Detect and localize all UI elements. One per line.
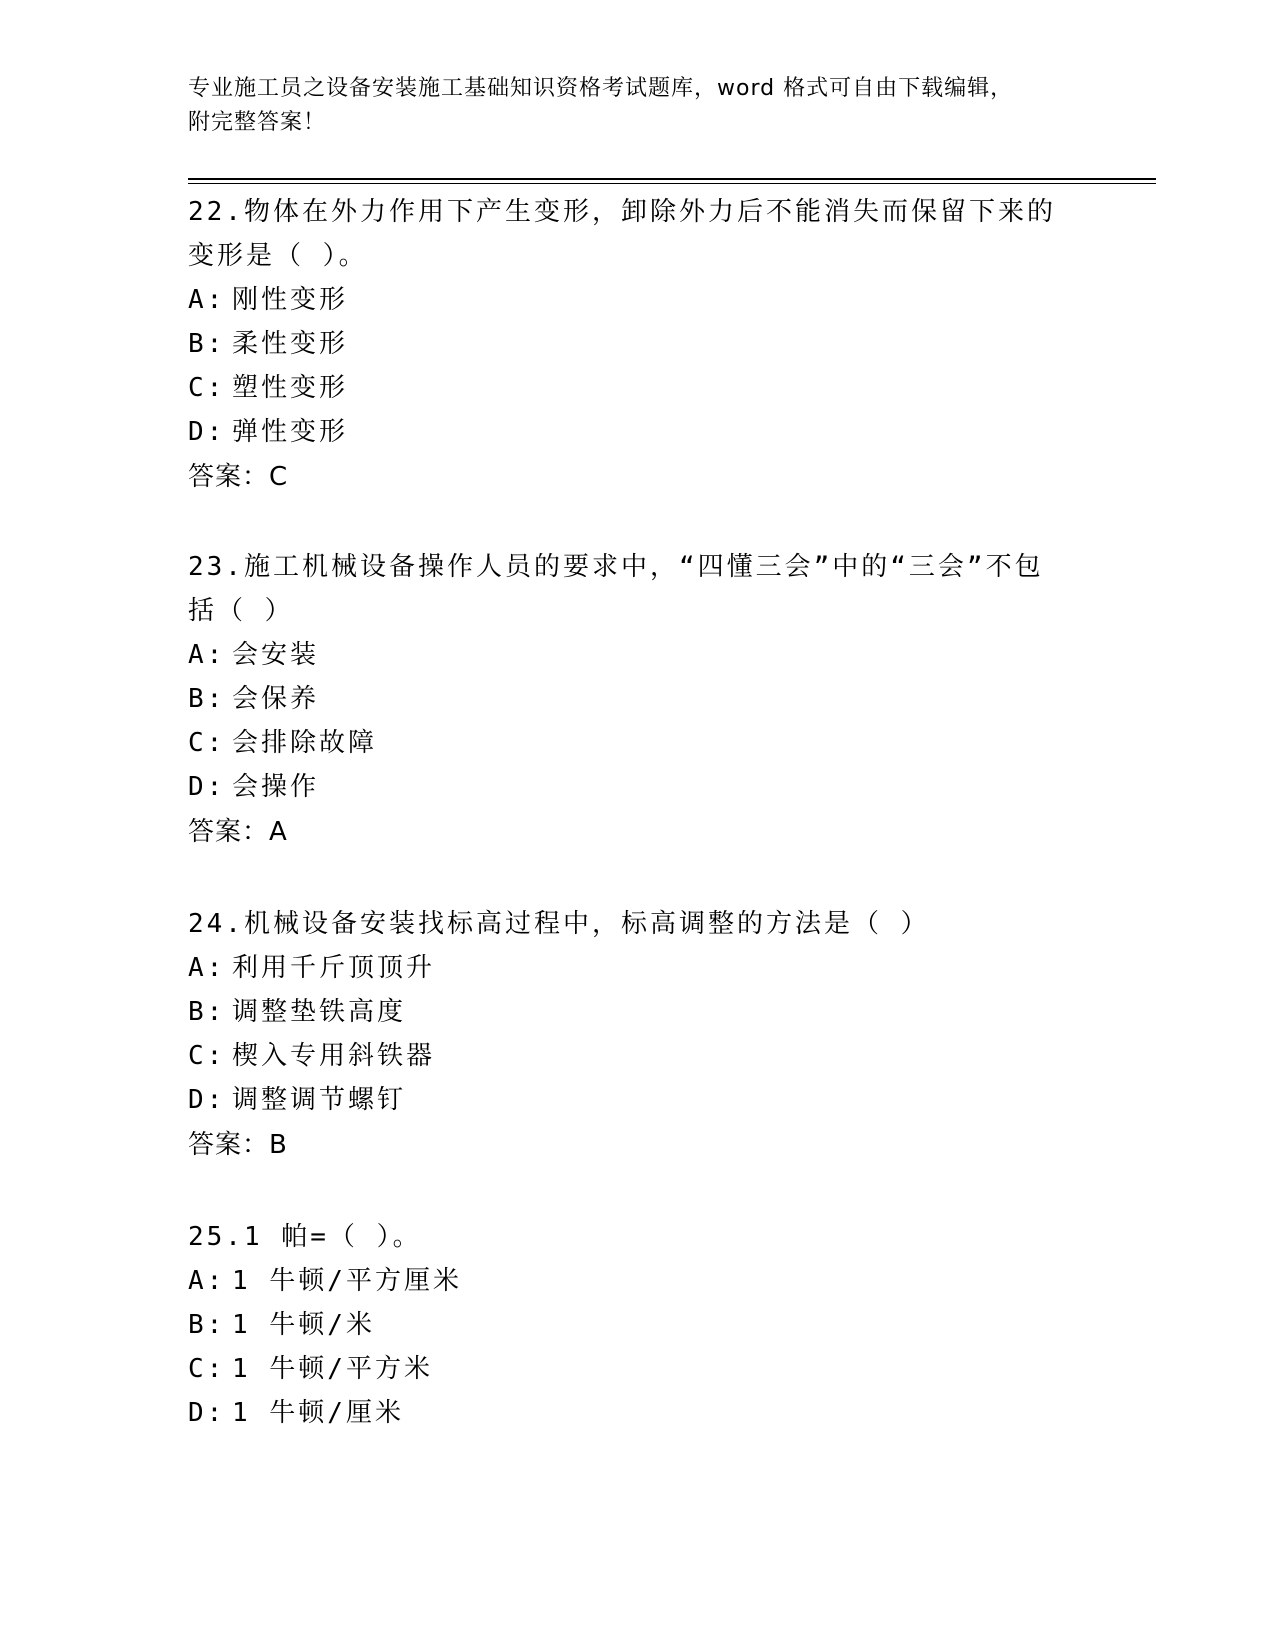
option-letter: B: (188, 997, 226, 1027)
option-letter: D: (188, 1085, 226, 1115)
option-text: 1 牛顿/平方米 (232, 1354, 433, 1384)
option-letter: C: (188, 728, 226, 758)
option-d (188, 410, 1088, 454)
option-text: 柔性变形 (232, 329, 349, 359)
option-text: 调整调节螺钉 (232, 1085, 407, 1115)
option-a (188, 946, 1088, 990)
option-d (188, 765, 1088, 809)
option-letter: B: (188, 1310, 226, 1340)
header-divider-thin (188, 183, 1156, 184)
question-23 (188, 545, 1088, 855)
document-header (188, 72, 1068, 140)
answer: 答案：A (188, 817, 288, 847)
option-letter: C: (188, 1041, 226, 1071)
option-text: 会安装 (232, 640, 320, 670)
option-text: 会操作 (232, 772, 320, 802)
option-c (188, 721, 1088, 765)
answer: 答案：B (188, 1130, 288, 1160)
option-text: 塑性变形 (232, 373, 349, 403)
option-text: 利用千斤顶顶升 (232, 953, 436, 983)
option-b (188, 322, 1088, 366)
option-letter: C: (188, 373, 226, 403)
question-22 (188, 190, 1088, 500)
option-a (188, 633, 1088, 677)
header-line-1: 专业施工员之设备安装施工基础知识资格考试题库，word 格式可自由下载编辑， (188, 76, 1014, 101)
option-text: 调整垫铁高度 (232, 997, 407, 1027)
option-letter: D: (188, 417, 226, 447)
option-b (188, 990, 1088, 1034)
option-text: 弹性变形 (232, 417, 349, 447)
option-text: 1 牛顿/平方厘米 (232, 1266, 462, 1296)
option-letter: A: (188, 285, 226, 315)
header-divider-thick (188, 178, 1156, 180)
option-text: 刚性变形 (232, 285, 349, 315)
question-stem: 24.机械设备安装找标高过程中，标高调整的方法是（ ） (188, 909, 930, 939)
option-b (188, 677, 1088, 721)
option-a (188, 1259, 1088, 1303)
answer: 答案：C (188, 462, 289, 492)
question-stem: 23.施工机械设备操作人员的要求中，“四懂三会”中的“三会”不包括（ ） (188, 552, 1044, 626)
question-24 (188, 902, 1088, 1168)
option-text: 1 牛顿/厘米 (232, 1398, 404, 1428)
option-letter: D: (188, 772, 226, 802)
option-d (188, 1078, 1088, 1122)
header-line-2: 附完整答案！ (188, 110, 327, 135)
option-letter: A: (188, 953, 226, 983)
option-c (188, 1347, 1088, 1391)
option-letter: D: (188, 1398, 226, 1428)
option-text: 楔入专用斜铁器 (232, 1041, 436, 1071)
option-letter: B: (188, 684, 226, 714)
question-stem: 22.物体在外力作用下产生变形，卸除外力后不能消失而保留下来的变形是（ ）。 (188, 197, 1056, 271)
question-25 (188, 1215, 1088, 1435)
option-c (188, 1034, 1088, 1078)
option-text: 1 牛顿/米 (232, 1310, 375, 1340)
option-c (188, 366, 1088, 410)
question-stem: 25.1 帕=（ ）。 (188, 1222, 422, 1252)
option-d (188, 1391, 1088, 1435)
option-letter: A: (188, 1266, 226, 1296)
option-letter: A: (188, 640, 226, 670)
option-letter: C: (188, 1354, 226, 1384)
option-text: 会保养 (232, 684, 320, 714)
option-letter: B: (188, 329, 226, 359)
option-a (188, 278, 1088, 322)
option-b (188, 1303, 1088, 1347)
option-text: 会排除故障 (232, 728, 378, 758)
